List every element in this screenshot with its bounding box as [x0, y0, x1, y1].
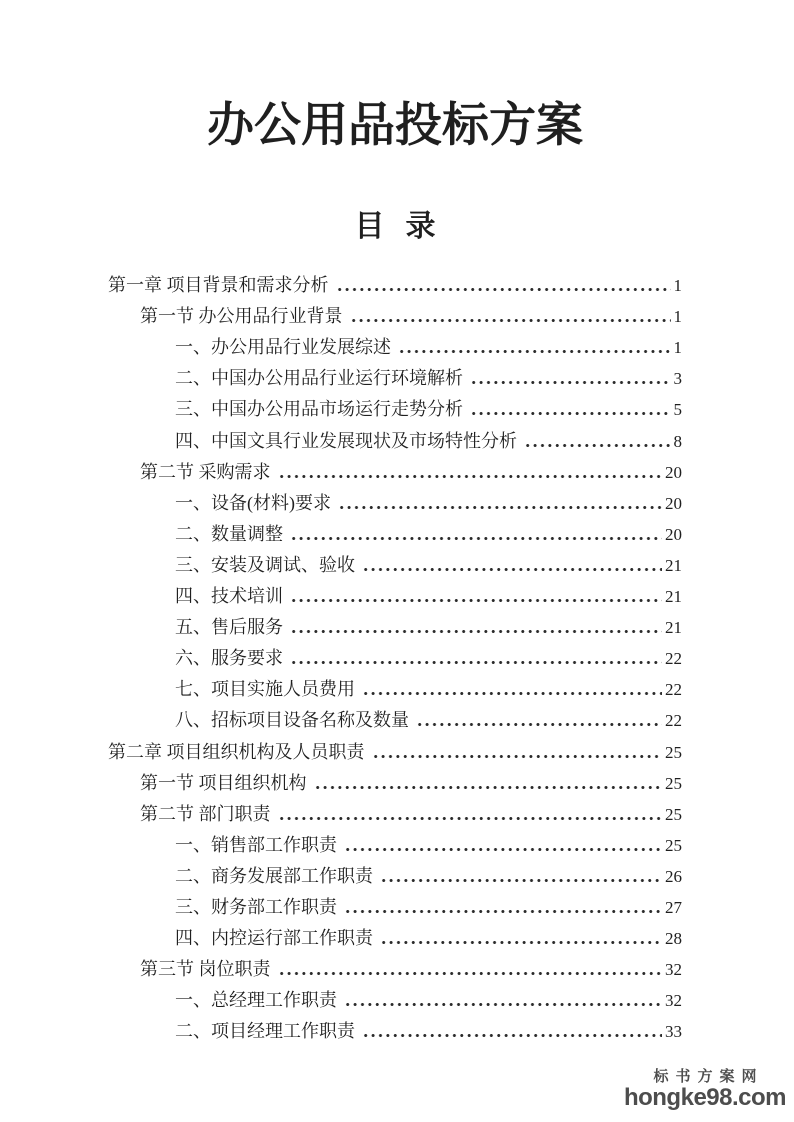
toc-entry-label: 三、安装及调试、验收: [175, 554, 355, 575]
dot-leader-icon: [362, 1033, 662, 1038]
toc-entry[interactable]: [108, 857, 682, 888]
dot-leader-icon: [372, 754, 663, 759]
toc-entry-label: 三、财务部工作职责: [175, 896, 337, 917]
toc-entry-page-number: 20: [665, 462, 682, 482]
toc-entry-page-number: 21: [665, 618, 682, 638]
toc-entry-page-number: 1: [673, 338, 682, 358]
toc-heading: 目 录: [354, 210, 436, 243]
document-title: 办公用品投标方案: [207, 100, 583, 152]
toc-entry-page-number: 25: [665, 804, 682, 824]
toc-entry-label: 五、售后服务: [175, 617, 283, 638]
toc-entry[interactable]: [108, 732, 682, 763]
toc-entry[interactable]: [108, 919, 682, 950]
toc-entry-label: 第一章 项目背景和需求分析: [108, 275, 329, 296]
toc-entry[interactable]: [108, 297, 682, 328]
toc-entry-label: 第二章 项目组织机构及人员职责: [108, 741, 365, 762]
toc-entry-page-number: 20: [665, 493, 682, 513]
toc-entry-page-number: 22: [665, 680, 682, 700]
toc-entry-label: 一、办公用品行业发展综述: [175, 337, 391, 358]
toc-entry-page-number: 26: [665, 866, 682, 886]
toc-entry-page-number: 28: [665, 929, 682, 949]
toc-entry[interactable]: [108, 639, 682, 670]
toc-entry-page-number: 32: [665, 991, 682, 1011]
toc-entry-label: 四、内控运行部工作职责: [175, 928, 373, 949]
toc-entry-label: 第二节 采购需求: [140, 461, 271, 482]
toc-entry[interactable]: [108, 390, 682, 421]
toc-entry[interactable]: [108, 764, 682, 795]
toc-entry[interactable]: [108, 888, 682, 919]
dot-leader-icon: [314, 785, 663, 790]
toc-entry[interactable]: [108, 950, 682, 981]
toc-entry-label: 六、服务要求: [175, 648, 283, 669]
toc-entry[interactable]: [108, 266, 682, 297]
toc-entry-label: 第二节 部门职责: [140, 803, 271, 824]
toc-entry-label: 八、招标项目设备名称及数量: [175, 710, 409, 731]
toc-entry-label: 二、商务发展部工作职责: [175, 865, 373, 886]
toc-entry-label: 七、项目实施人员费用: [175, 679, 355, 700]
toc-entry-page-number: 8: [673, 431, 682, 451]
dot-leader-icon: [470, 411, 671, 416]
dot-leader-icon: [416, 722, 662, 727]
toc-entry-label: 四、中国文具行业发展现状及市场特性分析: [175, 430, 517, 451]
toc-entry[interactable]: [108, 826, 682, 857]
dot-leader-icon: [524, 443, 671, 448]
toc-entry-label: 二、项目经理工作职责: [175, 1021, 355, 1042]
toc-entry-label: 第一节 办公用品行业背景: [140, 306, 343, 327]
toc-entry-label: 第三节 岗位职责: [140, 959, 271, 980]
toc-entry-page-number: 27: [665, 897, 682, 917]
watermark-site-url[interactable]: hongke98.com: [623, 1083, 786, 1111]
toc-entry-label: 一、总经理工作职责: [175, 990, 337, 1011]
watermark: [624, 1069, 786, 1110]
dot-leader-icon: [290, 660, 662, 665]
dot-leader-icon: [350, 318, 671, 323]
dot-leader-icon: [290, 629, 662, 634]
toc-entry-label: 三、中国办公用品市场运行走势分析: [175, 399, 463, 420]
toc-entry[interactable]: [108, 328, 682, 359]
dot-leader-icon: [380, 940, 662, 945]
dot-leader-icon: [338, 505, 662, 510]
toc-entry[interactable]: [108, 577, 682, 608]
toc-entry-page-number: 21: [665, 555, 682, 575]
watermark-site-name: 标书方案网: [653, 1068, 764, 1086]
toc-entry[interactable]: [108, 515, 682, 546]
toc-entry-page-number: 25: [665, 773, 682, 793]
toc-entry-page-number: 1: [673, 307, 682, 327]
toc-entry-page-number: 3: [673, 369, 682, 389]
dot-leader-icon: [278, 816, 663, 821]
toc-entry[interactable]: [108, 453, 682, 484]
dot-leader-icon: [344, 1002, 662, 1007]
toc-entry-page-number: 25: [665, 742, 682, 762]
toc-entry[interactable]: [108, 670, 682, 701]
toc-entry[interactable]: [108, 359, 682, 390]
toc-entry-page-number: 22: [665, 711, 682, 731]
toc-entry[interactable]: [108, 608, 682, 639]
toc-entry-page-number: 20: [665, 524, 682, 544]
toc-entry-page-number: 21: [665, 587, 682, 607]
dot-leader-icon: [336, 287, 671, 292]
dot-leader-icon: [398, 349, 671, 354]
toc-entry[interactable]: [108, 421, 682, 452]
dot-leader-icon: [290, 536, 662, 541]
dot-leader-icon: [344, 909, 662, 914]
toc-entry[interactable]: [108, 1012, 682, 1043]
toc-entry-label: 第一节 项目组织机构: [140, 772, 307, 793]
toc-entry-page-number: 33: [665, 1022, 682, 1042]
toc-entry[interactable]: [108, 546, 682, 577]
toc-entry-page-number: 5: [673, 400, 682, 420]
toc-entry[interactable]: [108, 981, 682, 1012]
dot-leader-icon: [380, 878, 662, 883]
toc-entry[interactable]: [108, 701, 682, 732]
toc-entry-label: 二、中国办公用品行业运行环境解析: [175, 368, 463, 389]
dot-leader-icon: [362, 567, 662, 572]
dot-leader-icon: [470, 380, 671, 385]
toc-entry-label: 一、设备(材料)要求: [175, 492, 331, 513]
toc-entry-page-number: 25: [665, 835, 682, 855]
toc-list: [108, 266, 682, 1043]
toc-entry[interactable]: [108, 484, 682, 515]
toc-entry[interactable]: [108, 795, 682, 826]
dot-leader-icon: [290, 598, 662, 603]
toc-entry-label: 一、销售部工作职责: [175, 834, 337, 855]
dot-leader-icon: [362, 691, 662, 696]
toc-entry-page-number: 1: [673, 276, 682, 296]
toc-entry-page-number: 32: [665, 960, 682, 980]
dot-leader-icon: [278, 971, 663, 976]
toc-entry-label: 二、数量调整: [175, 523, 283, 544]
toc-entry-page-number: 22: [665, 649, 682, 669]
toc-entry-label: 四、技术培训: [175, 586, 283, 607]
dot-leader-icon: [344, 847, 662, 852]
dot-leader-icon: [278, 474, 663, 479]
